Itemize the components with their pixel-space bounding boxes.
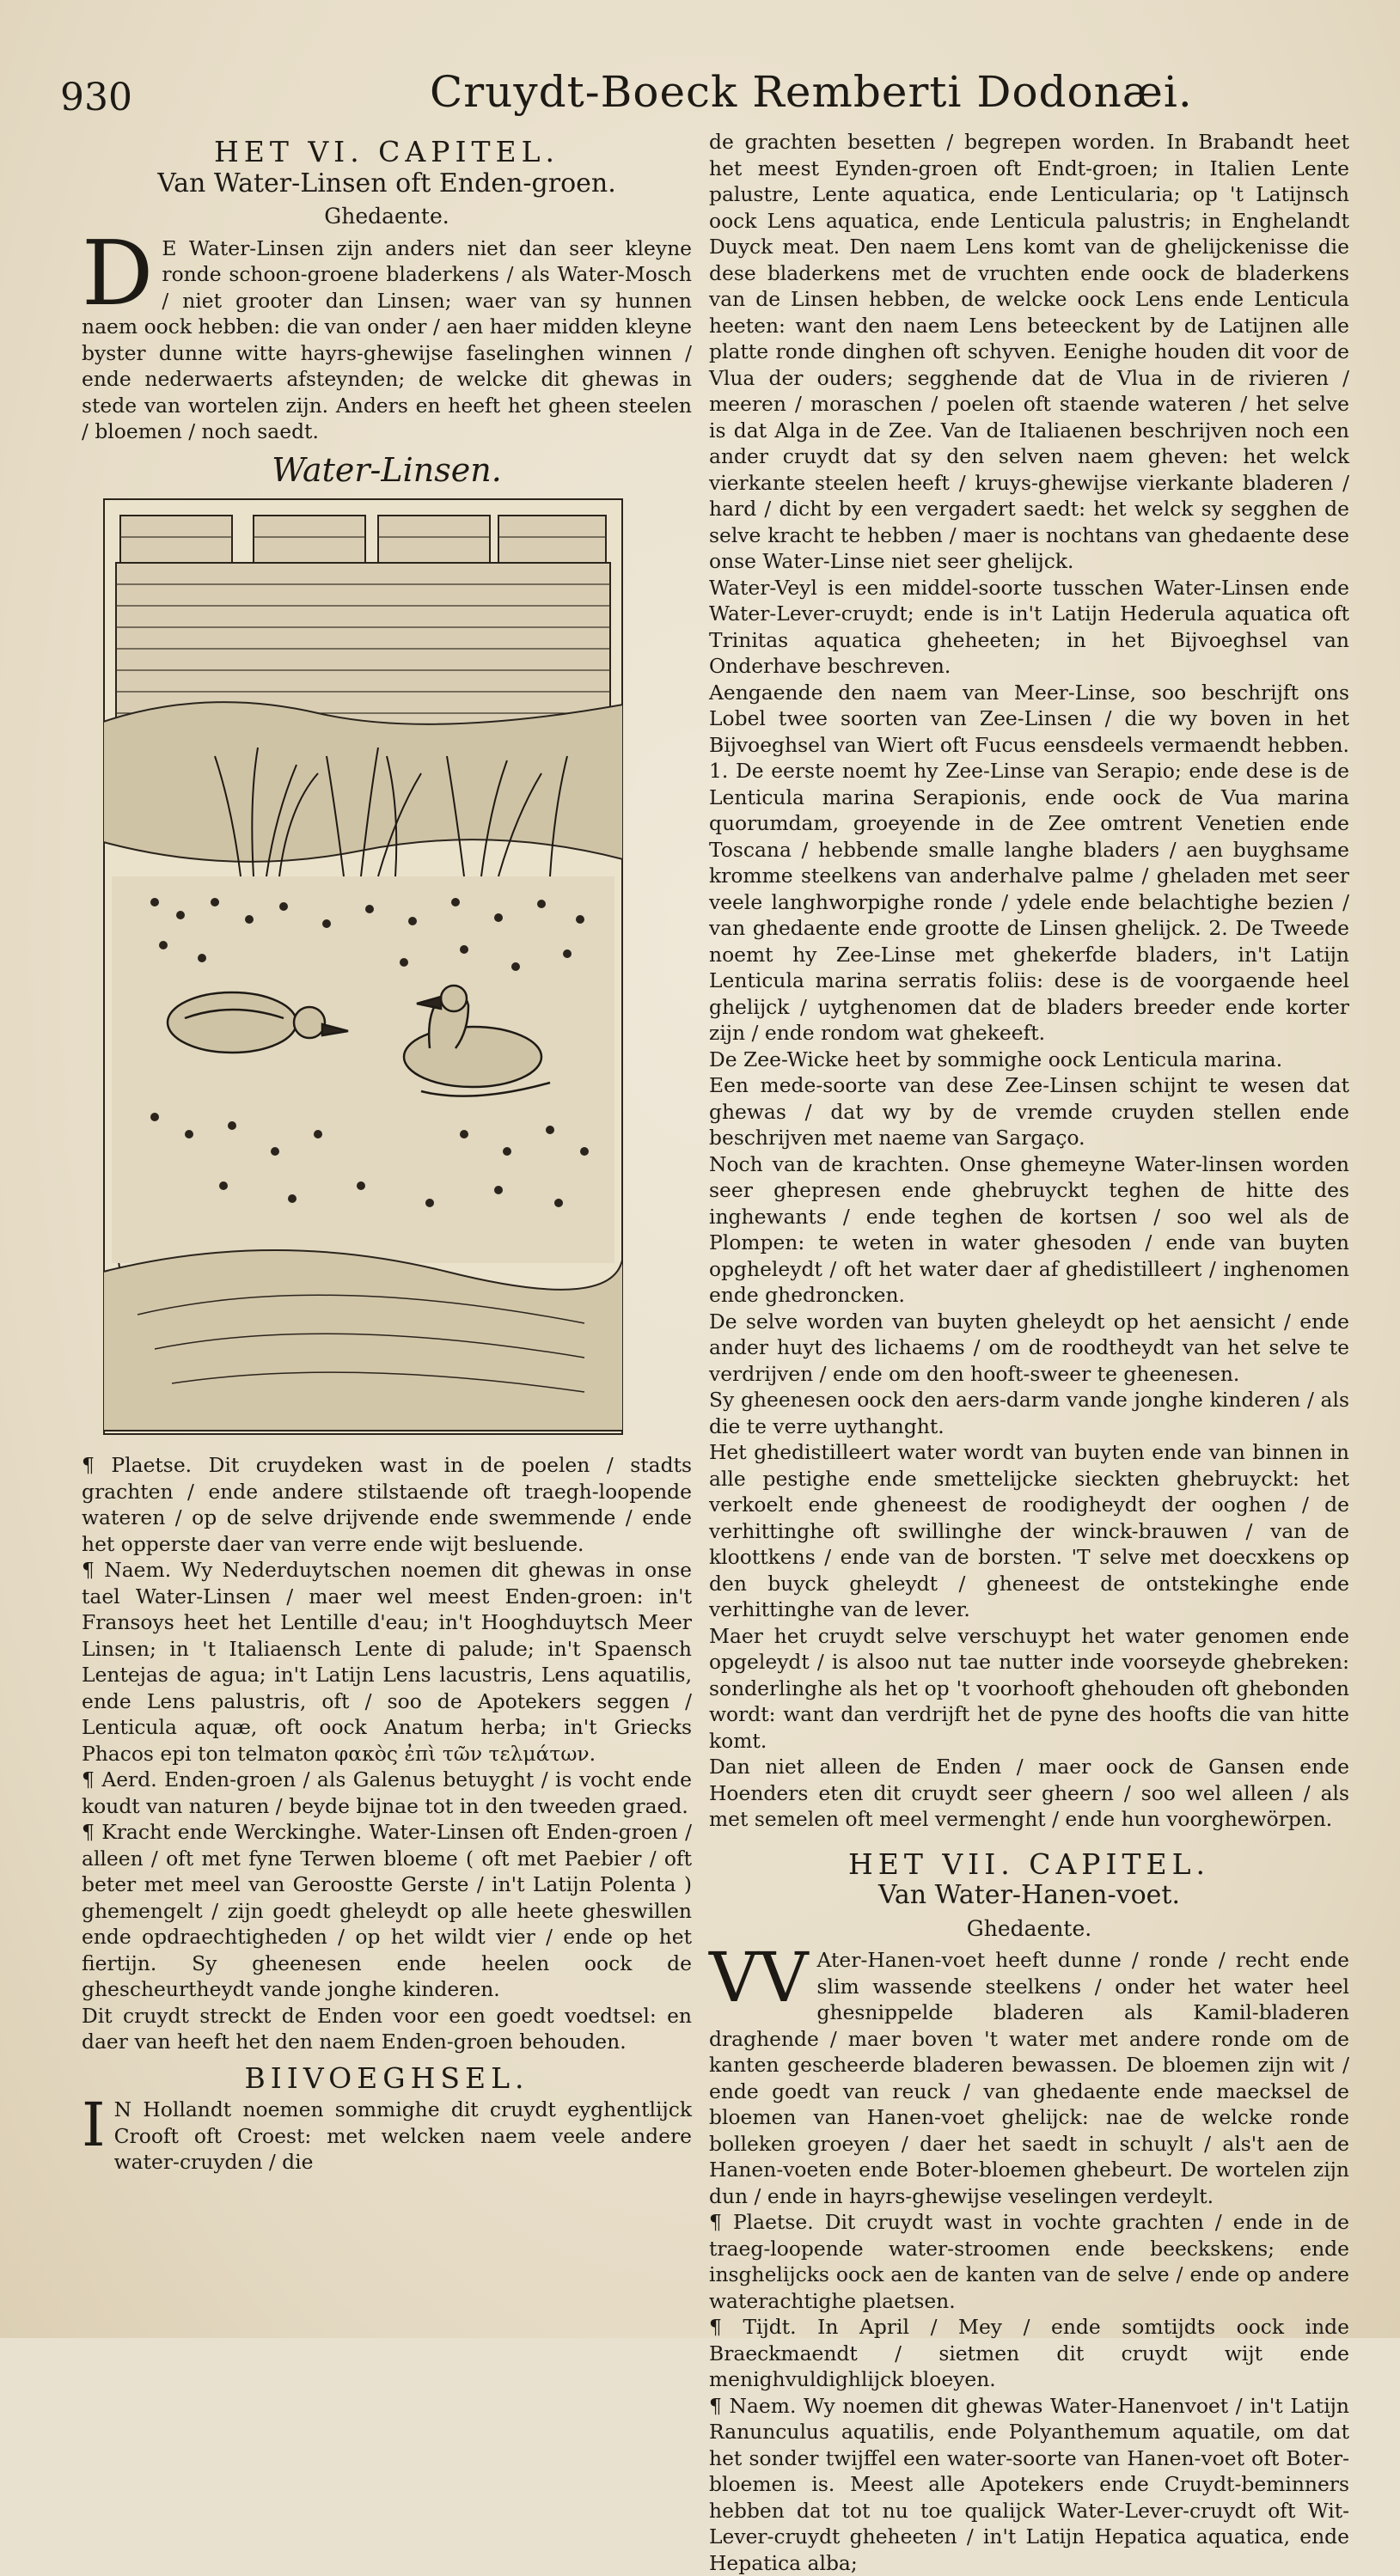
figure-title: Water-Linsen. xyxy=(82,457,692,484)
naem-paragraph: ¶ Naem. Wy Nederduytschen noemen dit ghewas in onse tael Water-Linsen / maer wel meest Enden-groen: in't Fransoys heet het Lentille d'eau; in't Hooghduytsch Meer Linsen; in 't Italiaensch Lente di palude; in't Spaensch Lentejas de agua; in't Latijn Lens lacustris, Lens aquatilis, ende Lens palustris, oft / soo de Apotekers seggen / Lenticula aquæ, oft oock Anatum herba; in't Griecks Phacos epi ton telmaton φακὸς ἐπὶ τῶν τελμάτων. xyxy=(82,1557,692,1767)
right-paragraph-5: Een mede-soorte van dese Zee-Linsen schijnt te wesen dat ghewas / dat wy by de vremde cruyden stellen ende beschrijven met naeme van Sargaço. xyxy=(709,1072,1349,1151)
drop-cap: D xyxy=(82,239,153,308)
right-column xyxy=(709,129,1349,2576)
running-title: Cruydt-Boeck Remberti Dodonæi. xyxy=(430,67,1193,117)
appendix-drop-cap: I xyxy=(82,2100,106,2150)
page-number: 930 xyxy=(60,76,132,119)
plaetse-paragraph-2: ¶ Plaetse. Dit cruydt wast in vochte grachten / ende in de traeg-loopende water-stroomen ende beeckskens; ende insghelijcks oock aen de kanten van de selve / ende op andere waterachtighe plaetsen. xyxy=(709,2209,1349,2314)
intro-text: E Water-Linsen zijn anders niet dan seer kleyne ronde schoon-groene bladerkens / als Water-Mosch / niet grooter dan Linsen; waer van sy hunnen naem oock hebben: die van onder / aen haer midden kleyne byster dunne witte hayrs-ghewijse faselinghen winnen / ende nederwaerts afsteynden; de welcke dit ghewas in stede van wortelen zijn. Anders en heeft het gheen steelen / bloemen / noch saedt. xyxy=(82,236,692,444)
right-paragraph-8: Sy gheenesen oock den aers-darm vande jonghe kinderen / als die te verre uythanght. xyxy=(709,1387,1349,1439)
section-label: Ghedaente. xyxy=(82,204,692,230)
chapter-title: Van Water-Linsen oft Enden-groen. xyxy=(82,171,692,198)
chapter-heading-2: HET VII. CAPITEL. xyxy=(709,1852,1349,1878)
right-paragraph-10: Maer het cruydt selve verschuypt het water genomen ende opgeleydt / is alsoo nut tae nutter inde voorseyde ghebreken: sonderlinghe als het op 't voorhooft ghehouden oft ghebonden wordt: want dan verdrijft het de pyne des hoofts die van hitte komt. xyxy=(709,1623,1349,1755)
woodcut-illustration xyxy=(103,498,623,1435)
intro-paragraph xyxy=(82,235,692,445)
appendix-heading: BIIVOEGHSEL. xyxy=(82,2066,692,2092)
right-paragraph-7: De selve worden van buyten gheleydt op het aensicht / ende ander huyt des lichaems / om de roodtheydt van het selve te verdrijven / ende om den hooft-sweer te gheenesen. xyxy=(709,1309,1349,1388)
aerd-paragraph: ¶ Aerd. Enden-groen / als Galenus betuyght / is vocht ende koudt van naturen / beyde bijnae tot in den tweeden graed. xyxy=(82,1767,692,1819)
river-bank xyxy=(103,702,623,862)
appendix-paragraph xyxy=(82,2097,692,2176)
left-paragraphs xyxy=(82,1452,692,2055)
intro-text-2: Ater-Hanen-voet heeft dunne / ronde / recht ende slim wassende steelkens / onder het water heel ghesnippelde bladeren als Kamil-bladeren draghende / maer boven 't water met andere ronde om de kanten gescheerde bladeren bewassen. De bloemen zijn wit / ende goedt van reuck / van ghedaente ende maecksel de bloemen van Hanen-voet ghelijck: nae de welcke ronde bolleken groeyen / daer het saedt in schuylt / als't aen de Hanen-voeten ende Boter-bloemen ghebeurt. De wortelen zijn dun / ende in hayrs-ghewijse veselingen verdeylt. xyxy=(709,1948,1349,2208)
voedtsel-paragraph: Dit cruydt streckt de Enden voor een goedt voedtsel: en daer van heeft het den naem Enden-groen behouden. xyxy=(82,2003,692,2055)
right-paragraph-6: Noch van de krachten. Onse ghemeyne Water-linsen worden seer ghepresen ende ghebruyckt teghen de hitte des inghewants / ende teghen de kortsen / soo wel als de Plompen: te weten in water ghesoden / ende van buyten opgheleydt / oft het water daer af ghedistilleert / inghenomen ende ghedroncken. xyxy=(709,1151,1349,1309)
section-label-2: Ghedaente. xyxy=(709,1916,1349,1943)
plaetse-paragraph: ¶ Plaetse. Dit cruydeken wast in de poelen / stadts grachten / ende andere stilstaende oft traegh-loopende wateren / op de selve drijvende ende swemmende / ende het opperste daer van verre ende wijt besluende. xyxy=(82,1452,692,1557)
right-paragraph-11: Dan niet alleen de Enden / maer oock de Gansen ende Hoenders eten dit cruydt seer gheern / soo wel alleen / als met semelen oft meel vermenght / ende hun voorghewörpen. xyxy=(709,1754,1349,1833)
page-header xyxy=(60,67,1349,127)
pond-water xyxy=(112,876,614,1263)
right-paragraph-1: de grachten besetten / begrepen worden. In Brabandt heet het meest Eynden-groen oft Endt-groen; in Italien Lente palustre, Lente aquatica, ende Lenticularia; op 't Latijnsch oock Lens aquatica, ende Lenticula palustris; in Enghelandt Duyck meat. Den naem Lens komt van de ghelijckenisse die dese bladerkens met de vruchten ende oock de bladerkens van de Linsen hebben, de welcke oock Lens ende Lenticula heeten: want den naem Lens beteeckent by de Latijnen alle platte ronde dinghen oft schyven. Eenighe houden dit voor de Vlua der ouders; segghende dat de Vlua in de rivieren / meeren / moraschen / poelen oft staende wateren / het selve is dat Alga in de Zee. Van de Italiaenen beschrijven noch een ander cruydt dat sy den selven naem gheven: het welck vierkante steelen heeft / kruys-ghewijse vierkante bladeren / hard / dicht by een vergadert saedt: het welck sy segghen de selve kracht te hebben / maer is nochtans van ghedaente dese onse Water-Linse niet seer ghelijck. xyxy=(709,129,1349,575)
tijdt-paragraph: ¶ Tijdt. In April / Mey / ende somtijdts oock inde Braeckmaendt / sietmen dit cruydt wijt ende menighvuldighlijck bloeyen. xyxy=(709,2314,1349,2393)
right-paragraph-9: Het ghedistilleert water wordt van buyten ende van binnen in alle pestighe ende smettelijcke sieckten ghebruyckt: het verkoelt ende gheneest de roodigheydt der ooghen / de verhittinghe oft swillinghe der winck-brauwen / van de kloottkens / ende van de borsten. 'T selve met doecxkens op den buyck gheleydt / gheneest de ontstekinghe ende verhittinghe van de lever. xyxy=(709,1439,1349,1623)
right-paragraph-4: De Zee-Wicke heet by sommighe oock Lenticula marina. xyxy=(709,1047,1349,1073)
right-paragraph-2: Water-Veyl is een middel-soorte tusschen Water-Linsen ende Water-Lever-cruydt; ende is in't Latijn Hederula aquatica oft Trinitas aquatica gheheeten; in het Bijvoeghsel van Onderhave beschreven. xyxy=(709,575,1349,680)
drop-cap-2: VV xyxy=(709,1950,809,2005)
right-paragraph-3: Aengaende den naem van Meer-Linse, soo beschrijft ons Lobel twee soorten van Zee-Linsen / die wy boven in het Bijvoeghsel van Wiert oft Fucus eensdeels vermaendt hebben. 1. De eerste noemt hy Zee-Linse van Serapio; ende dese is de Lenticula marina Serapionis, ende oock de Vua marina quorumdam, groeyende in de Zee omtrent Venetien ende Toscana / hebbende smalle langhe bladers / aen buyghsame kromme steelkens van anderhalve palme / gheladen met seer veele langhworpighe ronde / ydele ende belachtighe bezien / van ghedaente ende grootte de Linsen ghelijck. 2. De Tweede noemt hy Zee-Linse met ghekerfde bladers, in't Latijn Lenticula marina serratis foliis: dese is de voorgaende heel ghelijck / uytghenomen dat de bladers breeder ende korter zijn / ende rondom wat ghekeeft. xyxy=(709,680,1349,1047)
appendix-text: N Hollandt noemen sommighe dit cruydt eyghentlijck Crooft oft Croest: met welcken naem veele andere water-cruyden / die xyxy=(114,2097,692,2174)
kracht-paragraph: ¶ Kracht ende Werckinghe. Water-Linsen oft Enden-groen / alleen / oft met fyne Terwen bloeme ( oft met Paebier / oft beter met meel van Geroostte Gerste / in't Latijn Polenta ) ghemengelt / zijn goedt gheleydt op alle heete gheswillen ende opdraechtigheden / op het wildt vier / ende op het fiertijn. Sy gheenesen ende heelen oock de ghescheurtheydt vande jonghe kinderen. xyxy=(82,1819,692,2003)
chapter-title-2: Van Water-Hanen-voet. xyxy=(709,1883,1349,1909)
left-column xyxy=(82,129,692,2176)
intro-paragraph-2 xyxy=(709,1947,1349,2209)
naem-paragraph-2: ¶ Naem. Wy noemen dit ghewas Water-Hanenvoet / in't Latijn Ranunculus aquatilis, ende Polyanthemum aquatile, om dat het sonder twijffel een water-soorte van Hanen-voet oft Boter-bloemen is. Meest alle Apotekers ende Cruydt-beminners hebben dat tot nu toe qualijck Water-Lever-cruydt oft Wit-Lever-cruydt gheheeten / in't Latijn Hepatica aquatica, ende Hepatica alba; xyxy=(709,2393,1349,2576)
chapter-heading: HET VI. CAPITEL. xyxy=(82,139,692,166)
